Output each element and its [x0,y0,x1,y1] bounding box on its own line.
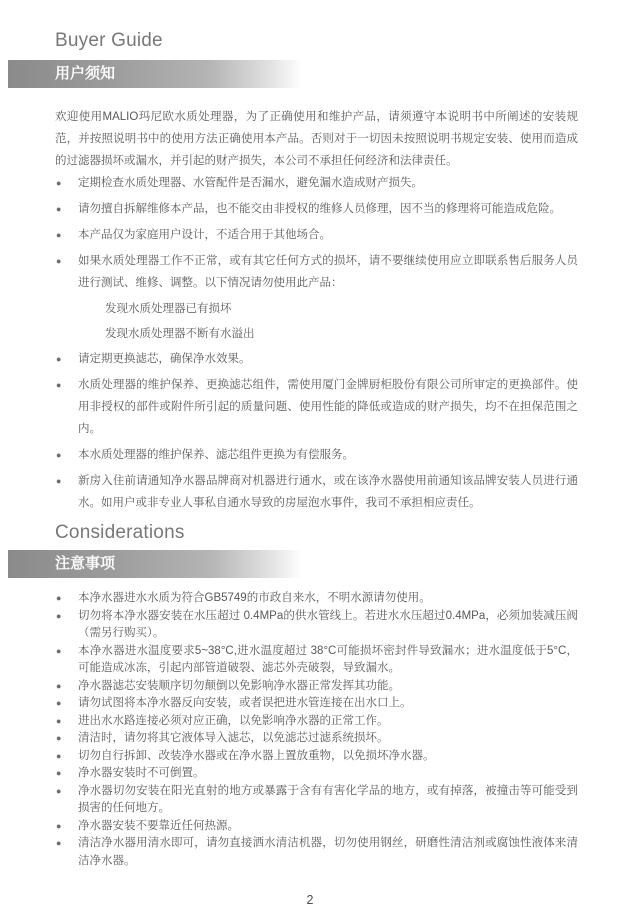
bullet-icon: ● [56,645,62,656]
precaution-item-text: 清洁时，请勿将其它液体导入滤芯，以免滤芯过滤系统损坏。 [78,732,389,744]
notice-item-text: 定期检查水质处理器、水管配件是否漏水，避免漏水造成财产损失。 [78,177,423,189]
precaution-item-text: 请勿试图将本净水器反向安装，或者误把进水管连接在出水口上。 [78,697,412,709]
bullet-icon: ● [56,204,62,214]
bullet-icon: ● [56,820,62,831]
notice-item-text: 本产品仅为家庭用户设计，不适合用于其他场合。 [78,229,331,241]
bullet-icon: ● [56,768,62,778]
notice-sub-item [55,323,578,345]
notice-sub-item-text: 发现水质处理器已有损坏 [105,303,232,315]
bullet-icon: ● [56,450,62,460]
section-banner-user-notice [8,60,620,88]
notice-item-text: 新房入住前请通知净水器品牌商对机器进行通水，或在该净水器使用前通知该品牌安装人员进行通水。如用户或非专业人事私自通水导致的房屋泡水事件，我司不承担相应责任。 [78,475,578,509]
bullet-icon: ● [56,380,62,390]
precaution-item [55,730,578,748]
precaution-item [55,713,578,731]
precaution-item-text: 进出水水路连接必须对应正确，以免影响净水器的正常工作。 [78,714,389,727]
notice-item [55,348,578,370]
bullet-icon: ● [56,476,62,486]
notice-item [55,224,578,246]
precaution-item-text: 本净水器进水温度要求5~38°C,进水温度超过 38°C可能损坏密封件导致漏水；进水温度低于5°C，可能造成冰冻，引起内部管道破裂、滤芯外壳破裂，导致漏水。 [78,644,578,674]
section-title-considerations: Considerations [55,522,185,543]
precaution-item-text: 本净水器进水水质为符合GB5749的市政自来水，不明水源请勿使用。 [78,592,431,604]
bullet-icon: ● [56,178,62,188]
precaution-item [55,748,578,766]
precaution-item [55,608,578,643]
precaution-item-text: 清洁净水器用清水即可，请勿直接洒水清洁机器，切勿使用钢丝，研磨性清洁剂或腐蚀性液体来清洁净水器。 [78,837,578,867]
page-number: 2 [306,893,314,907]
precaution-item-text: 净水器安装时不可倒置。 [78,767,205,779]
bullet-icon: ● [56,593,62,603]
bullet-icon: ● [56,698,62,708]
precaution-item-text: 切勿自行拆卸、改装净水器或在净水器上置放重物，以免损坏净水器。 [78,749,435,762]
bullet-icon: ● [56,610,62,621]
notice-item-text: 水质处理器的维护保养、更换滤芯组件，需使用厦门金牌厨柜股份有限公司所审定的更换部件。使用非授权的部件或附件所引起的质量问题、使用性能的降低或造成的财产损失，均不在担保范围之内。 [78,379,578,435]
notice-item-text: 请勿擅自拆解维修本产品，也不能交由非授权的维修人员修理，因不当的修理将可能造成危险。 [78,203,561,215]
notice-item [55,374,578,440]
banner-label: 注意事项 [55,555,116,572]
banner-label: 用户须知 [55,65,116,82]
section-title-buyer-guide: Buyer Guide [55,30,163,51]
precaution-item [55,783,578,818]
precaution-item [55,695,578,713]
precaution-item-text: 净水器安装不要靠近任何热源。 [78,819,239,832]
precaution-item-text: 净水器滤芯安装顺序切勿颠倒以免影响净水器正常发挥其功能。 [78,679,400,692]
precaution-item-text: 切勿将本净水器安装在水压超过 0.4MPa的供水管线上。若进水水压超过0.4MPa，必须加装减压阀（需另行购买）。 [78,609,578,639]
notice-item-text: 本水质处理器的维护保养、滤芯组件更换为有偿服务。 [78,449,354,461]
bullet-icon: ● [56,750,62,761]
notice-item-text: 如果水质处理器工作不正常，或有其它任何方式的损坏，请不要继续使用应立即联系售后服务人员进行测试、维修、调整。以下情况请勿使用此产品： [78,255,578,289]
bullet-icon: ● [56,785,62,796]
precaution-item [55,818,578,836]
intro-paragraph: 欢迎使用MALIO玛尼欧水质处理器，为了正确使用和维护产品，请须遵守本说明书中所阐述的安装规范，并按照说明书中的使用方法正确使用本产品。否则对于一切因未按照说明书规定安装、使用而造成的过滤器损坏或漏水，并引起的财产损失，本公司不承担任何经济和法律责任。 [55,111,578,167]
precaution-item [55,678,578,696]
notice-item [55,444,578,466]
bullet-icon: ● [56,680,62,691]
notice-item [55,198,578,220]
notice-sub-item-text: 发现水质处理器不断有水溢出 [105,328,255,340]
notice-item [55,250,578,294]
notice-sub-item [55,298,578,320]
bullet-icon: ● [56,715,62,726]
section-banner-precautions [8,550,620,578]
bullet-icon: ● [56,733,62,743]
notice-item-text: 请定期更换滤芯，确保净水效果。 [78,353,251,365]
bullet-icon: ● [56,354,62,364]
precaution-item [55,765,578,783]
precautions-list [55,590,578,870]
precaution-item [55,590,578,608]
bullet-icon: ● [56,256,62,266]
precaution-item-text: 净水器切勿安装在阳光直射的地方或暴露于含有有害化学品的地方，或有掉落，被撞击等可能受到损害的任何地方。 [78,784,578,814]
user-notice-list [55,172,578,514]
notice-item [55,172,578,194]
precaution-item [55,835,578,870]
notice-item [55,470,578,514]
bullet-icon: ● [56,838,62,848]
bullet-icon: ● [56,230,62,240]
precaution-item [55,643,578,678]
